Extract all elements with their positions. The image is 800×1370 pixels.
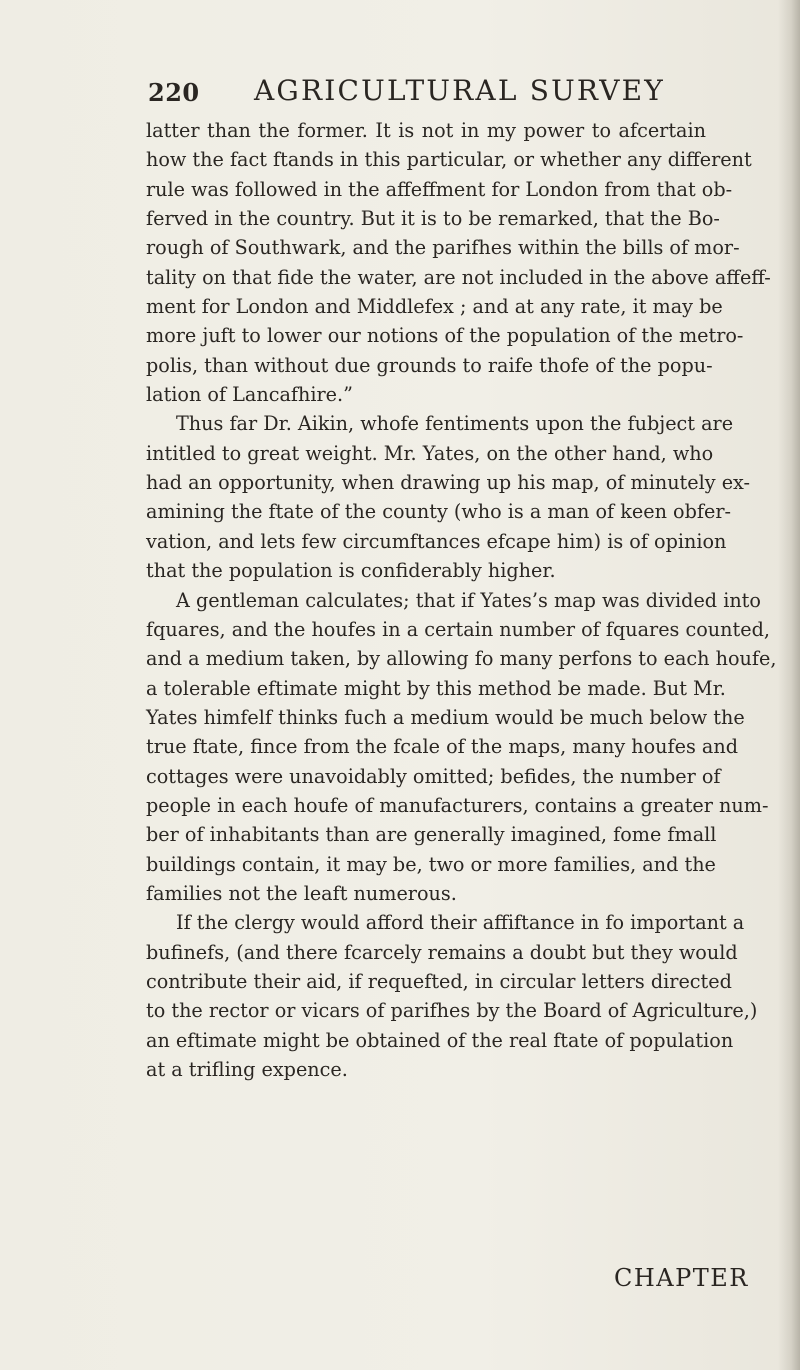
text-line: an eftimate might be obtained of the real ftate of population — [146, 1028, 734, 1052]
page-edge-shadow — [778, 0, 800, 1370]
page-header — [148, 74, 708, 114]
text-line: lation of Lancafhire.” — [146, 383, 353, 407]
text-line: Yates himfelf thinks fuch a medium would be much below the — [146, 705, 745, 729]
text-line: more juft to lower our notions of the population of the metro- — [146, 324, 744, 348]
text-line: vation, and lets few circumftances efcape him) is of opinion — [146, 529, 727, 553]
text-line: ferved in the country. But it is to be remarked, that the Bo- — [146, 207, 720, 231]
text-line: and a medium taken, by allowing fo many perfons to each houfe, — [146, 647, 777, 671]
text-line: If the clergy would afford their affiftance in fo important a — [176, 911, 745, 935]
text-line: A gentleman calculates; that if Yates’s map was divided into — [176, 588, 761, 612]
text-line: bufinefs, (and there fcarcely remains a doubt but they would — [146, 940, 738, 964]
text-line: people in each houfe of manufacturers, contains a greater num- — [146, 793, 769, 817]
text-line: Thus far Dr. Aikin, whofe fentiments upon the fubject are — [176, 412, 734, 436]
text-line: latter than the former. It is not in my power to afcertain — [146, 119, 706, 142]
text-line: ment for London and Middlefex ; and at any rate, it may be — [146, 295, 723, 319]
text-line: rule was followed in the affeffment for London from that ob- — [146, 177, 733, 201]
text-line: families not the leaft numerous. — [146, 881, 457, 905]
text-line: that the population is confiderably higher. — [146, 559, 556, 583]
text-line: ber of inhabitants than are generally imagined, fome fmall — [146, 823, 717, 847]
text-line: rough of Southwark, and the parifhes within the bills of mor- — [146, 236, 740, 260]
text-line: intitled to great weight. Mr. Yates, on the other hand, who — [146, 441, 714, 465]
text-line: how the fact ftands in this particular, or whether any different — [146, 148, 752, 172]
text-line: tality on that fide the water, are not included in the above affeff- — [146, 265, 771, 289]
text-line: had an opportunity, when drawing up his map, of minutely ex- — [146, 471, 751, 495]
text-line: cottages were unavoidably omitted; befides, the number of — [146, 764, 721, 788]
text-line: a tolerable eftimate might by this method be made. But Mr. — [146, 676, 726, 700]
text-line: polis, than without due grounds to raife thofe of the popu- — [146, 353, 713, 377]
page-number: 220 — [148, 78, 200, 107]
running-title: AGRICULTURAL SURVEY — [254, 74, 665, 107]
text-line: to the rector or vicars of parifhes by the Board of Agriculture,) — [146, 999, 758, 1023]
catchword: CHAPTER — [614, 1264, 749, 1292]
text-line: true ftate, fince from the fcale of the maps, many houfes and — [146, 735, 739, 759]
text-line: fquares, and the houfes in a certain number of fquares counted, — [146, 617, 770, 641]
text-line: amining the ftate of the county (who is a man of keen obfer- — [146, 500, 732, 524]
text-line: contribute their aid, if requefted, in circular letters directed — [146, 969, 732, 993]
text-line: at a trifling expence. — [146, 1058, 348, 1081]
text-line: buildings contain, it may be, two or more families, and the — [146, 852, 716, 876]
body-text — [146, 116, 777, 1084]
